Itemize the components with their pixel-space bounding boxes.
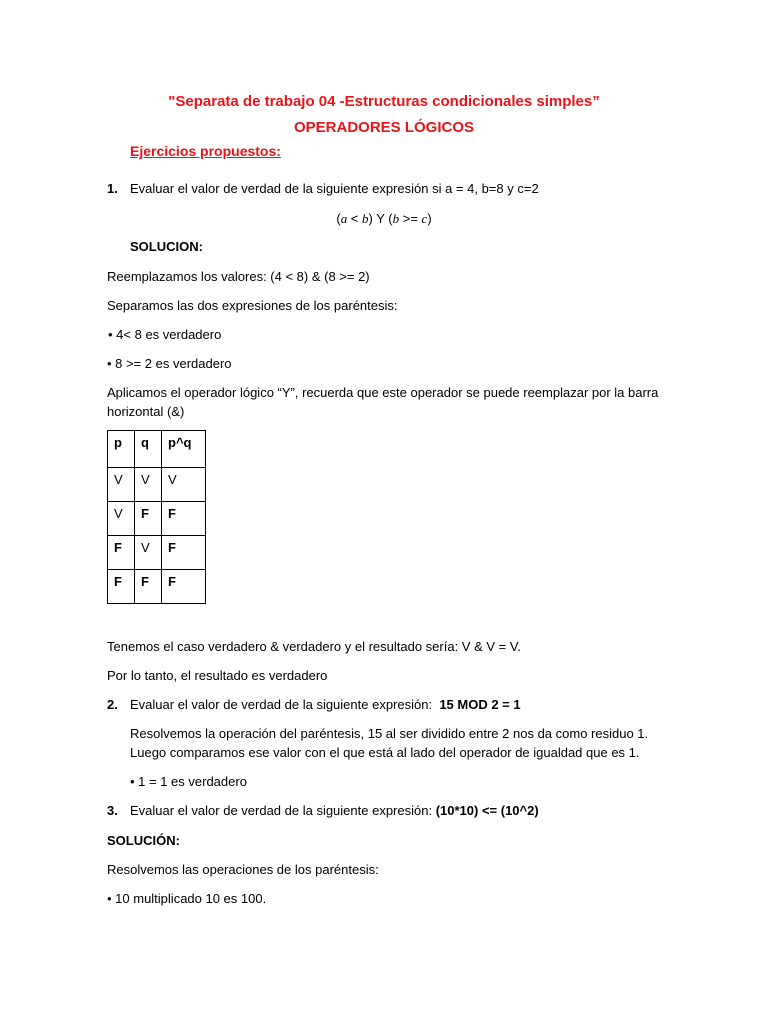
table-row: [108, 502, 206, 536]
table-cell: V: [108, 502, 135, 536]
bullet-item: • 8 >= 2 es verdadero: [107, 356, 232, 371]
paragraph: Separamos las dos expresiones de los paréntesis:: [107, 298, 398, 313]
table-cell: V: [135, 468, 162, 502]
paragraph: Aplicamos el operador lógico “Y”, recuerda que este operador se puede reemplazar por la barra: [107, 385, 659, 400]
formula-var-a: a: [340, 211, 348, 226]
exercise-3-number: 3.: [107, 803, 118, 818]
document-subtitle: OPERADORES LÓGICOS: [293, 119, 475, 136]
paragraph: Reemplazamos los valores: (4 < 8) & (8 >= 2): [107, 269, 370, 284]
exercise-1-text: Evaluar el valor de verdad de la siguiente expresión si a = 4, b=8 y c=2: [130, 181, 539, 196]
exercise-1-number: 1.: [107, 181, 118, 196]
formula-part: <: [347, 211, 363, 226]
formula-part: ): [427, 211, 432, 226]
formula-var-b: b: [362, 211, 369, 226]
exercise-3-expression: (10*10) <= (10^2): [435, 803, 539, 818]
table-cell: F: [135, 502, 162, 536]
table-cell: F: [108, 536, 135, 570]
table-cell: V: [135, 536, 162, 570]
exercise-2-statement: [130, 697, 521, 712]
paragraph: Resolvemos las operaciones de los paréntesis:: [107, 862, 379, 877]
table-header-cell: p^q: [162, 431, 206, 468]
table-cell: V: [162, 468, 206, 502]
table-cell: F: [162, 502, 206, 536]
bullet-item: • 1 = 1 es verdadero: [130, 774, 247, 789]
table-header-row: [108, 431, 206, 468]
table-row: [108, 570, 206, 604]
section-heading: Ejercicios propuestos:: [130, 143, 281, 159]
table-cell: F: [162, 536, 206, 570]
formula-part: (: [336, 211, 341, 226]
table-row: [108, 468, 206, 502]
table-cell: F: [162, 570, 206, 604]
formula-part: >=: [399, 211, 422, 226]
exercise-3-text: Evaluar el valor de verdad de la siguiente expresión:: [130, 803, 433, 818]
exercise-2-number: 2.: [107, 697, 118, 712]
table-header-cell: p: [108, 431, 135, 468]
solution-heading-3: SOLUCIÓN:: [107, 833, 180, 848]
paragraph: Luego comparamos ese valor con el que está al lado del operador de igualdad que es 1.: [130, 745, 640, 760]
formula-var-b: b: [392, 211, 400, 226]
paragraph: Tenemos el caso verdadero & verdadero y el resultado sería: V & V = V.: [107, 639, 521, 654]
exercise-2-text: Evaluar el valor de verdad de la siguiente expresión:: [130, 697, 433, 712]
formula-var-c: c: [421, 211, 428, 226]
bullet-item: • 4< 8 es verdadero: [108, 327, 222, 342]
exercise-2-expression: 15 MOD 2 = 1: [439, 697, 521, 712]
formula-part: ) Y (: [368, 211, 393, 226]
exercise-3-statement: [130, 803, 539, 818]
table-cell: F: [135, 570, 162, 604]
paragraph: Resolvemos la operación del paréntesis, 15 al ser dividido entre 2 nos da como residuo 1.: [130, 726, 649, 741]
truth-table: [107, 430, 206, 604]
paragraph: Por lo tanto, el resultado es verdadero: [107, 668, 328, 683]
table-cell: V: [108, 468, 135, 502]
solution-heading-1: SOLUCION:: [130, 239, 203, 254]
document-title: "Separata de trabajo 04 -Estructuras condicionales simples”: [168, 93, 600, 110]
table-cell: F: [108, 570, 135, 604]
table-header-cell: q: [135, 431, 162, 468]
bullet-item: • 10 multiplicado 10 es 100.: [107, 891, 267, 906]
paragraph: horizontal (&): [107, 404, 185, 419]
table-row: [108, 536, 206, 570]
exercise-1-formula: [0, 211, 768, 227]
